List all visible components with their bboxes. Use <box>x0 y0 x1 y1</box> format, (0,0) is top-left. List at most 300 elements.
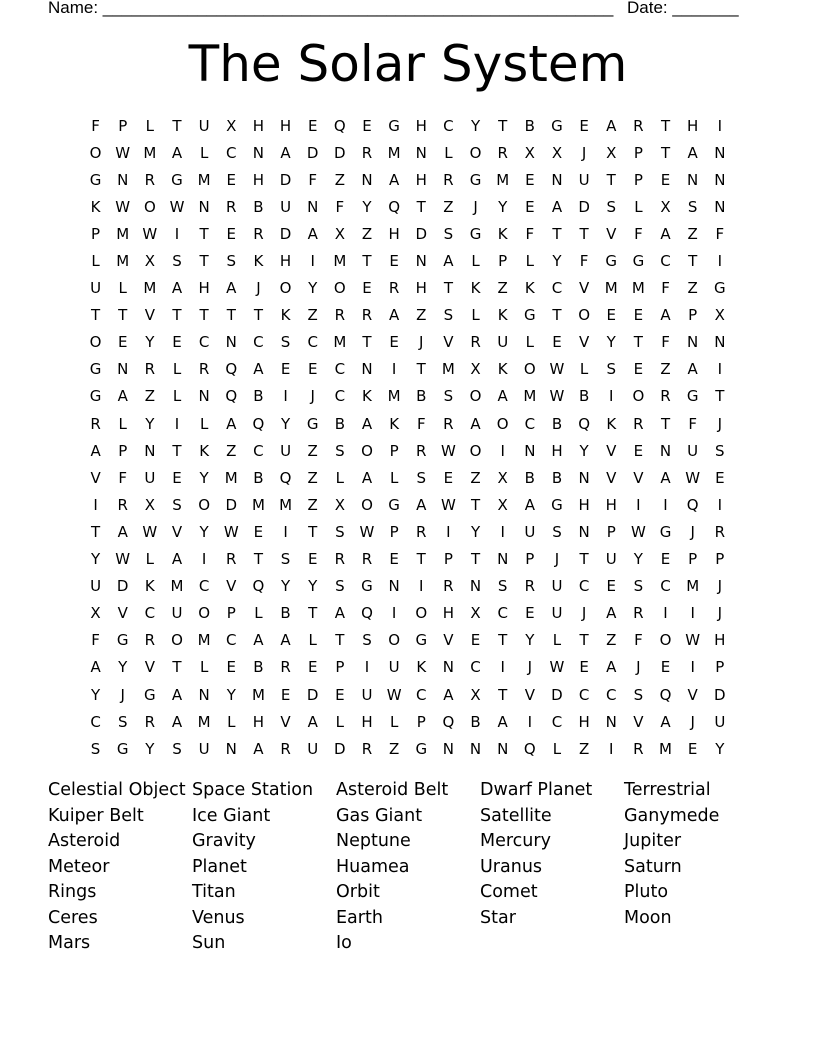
grid-letter: W <box>142 224 158 243</box>
grid-letter: V <box>633 712 644 731</box>
grid-letter: O <box>469 143 482 162</box>
grid-row <box>82 356 733 383</box>
grid-letter: C <box>578 685 590 704</box>
grid-letter: V <box>524 685 535 704</box>
grid-letter: B <box>253 197 264 216</box>
word-list-item: Celestial Object <box>48 780 186 800</box>
grid-letter: A <box>334 604 345 623</box>
grid-letter: O <box>143 197 156 216</box>
grid-letter: E <box>579 658 589 677</box>
grid-row <box>82 193 733 220</box>
grid-letter: A <box>687 360 698 379</box>
grid-letter: T <box>253 306 263 325</box>
grid-letter: X <box>470 604 481 623</box>
grid-letter: V <box>171 522 183 541</box>
grid-letter: A <box>226 279 237 298</box>
grid-letter: R <box>443 414 454 433</box>
grid-letter: R <box>714 522 726 541</box>
grid-letter: W <box>142 522 158 541</box>
grid-letter: L <box>335 468 345 487</box>
grid-letter: S <box>335 441 345 460</box>
grid-letter: B <box>416 387 427 406</box>
grid-letter: T <box>416 197 426 216</box>
grid-letter: Y <box>226 685 236 704</box>
grid-letter: R <box>416 522 427 541</box>
grid-letter: C <box>606 685 617 704</box>
grid-row <box>82 654 733 681</box>
grid-letter: Y <box>579 441 589 460</box>
word-list-item: Pluto <box>624 882 669 902</box>
word-list-item: Space Station <box>192 780 314 800</box>
grid-letter: V <box>443 333 454 352</box>
grid-letter: Z <box>361 224 373 243</box>
date-field-label: Date: _______ <box>627 0 739 17</box>
grid-letter: G <box>89 360 102 379</box>
grid-letter: F <box>661 279 670 298</box>
grid-letter: R <box>226 197 237 216</box>
word-list-item: Comet <box>480 882 538 902</box>
grid-letter: M <box>631 279 645 298</box>
word-list-item: Asteroid <box>48 831 121 851</box>
grid-letter: J <box>120 685 125 704</box>
grid-letter: Z <box>660 360 671 379</box>
grid-letter: S <box>497 577 508 596</box>
grid-letter: A <box>171 279 183 298</box>
grid-letter: T <box>118 306 128 325</box>
grid-letter: T <box>552 224 562 243</box>
grid-letter: L <box>145 550 155 569</box>
grid-letter: F <box>118 468 128 487</box>
grid-letter: U <box>605 550 617 569</box>
grid-letter: R <box>144 712 156 731</box>
grid-letter: G <box>551 495 563 514</box>
grid-letter: E <box>172 468 182 487</box>
grid-letter: U <box>280 441 292 460</box>
grid-letter: L <box>389 712 399 731</box>
grid-row <box>82 491 733 518</box>
grid-letter: C <box>416 685 427 704</box>
grid-letter: E <box>253 522 264 541</box>
grid-letter: E <box>606 306 616 325</box>
grid-letter: Y <box>715 739 725 758</box>
grid-letter: L <box>199 143 209 162</box>
grid-letter: V <box>606 441 617 460</box>
grid-letter: R <box>198 360 210 379</box>
grid-letter: L <box>118 279 127 298</box>
grid-letter: W <box>386 685 402 704</box>
grid-letter: O <box>89 143 102 162</box>
grid-row <box>82 329 733 356</box>
grid-letter: Z <box>443 197 454 216</box>
grid-letter: U <box>551 604 563 623</box>
grid-letter: K <box>389 414 400 433</box>
grid-letter: P <box>118 441 128 460</box>
grid-letter: D <box>225 495 238 514</box>
grid-row <box>82 410 733 437</box>
grid-letter: R <box>144 631 156 650</box>
word-list-item: Jupiter <box>624 831 682 851</box>
grid-letter: E <box>552 333 562 352</box>
grid-letter: P <box>226 604 236 623</box>
grid-letter: E <box>633 441 644 460</box>
word-list-item: Titan <box>192 882 236 902</box>
grid-letter: T <box>226 306 236 325</box>
word-list-item: Ice Giant <box>192 805 271 826</box>
grid-letter: X <box>144 495 155 514</box>
grid-letter: L <box>199 658 209 677</box>
grid-letter: P <box>606 522 616 541</box>
word-list-column <box>192 778 336 957</box>
grid-letter: T <box>660 414 671 433</box>
grid-letter: R <box>226 550 237 569</box>
grid-letter: U <box>714 712 726 731</box>
grid-letter: A <box>660 224 671 243</box>
grid-letter: R <box>633 739 644 758</box>
grid-letter: U <box>144 468 156 487</box>
grid-letter: E <box>470 631 481 650</box>
grid-letter: E <box>687 739 698 758</box>
grid-letter: J <box>581 604 587 623</box>
grid-letter: Q <box>361 604 373 623</box>
grid-letter: E <box>715 468 725 487</box>
grid-letter: G <box>415 739 428 758</box>
grid-letter: D <box>116 577 129 596</box>
grid-letter: E <box>307 360 318 379</box>
grid-letter: O <box>171 631 183 650</box>
grid-letter: S <box>335 522 345 541</box>
grid-letter: O <box>469 387 482 406</box>
grid-letter: Y <box>470 522 481 541</box>
grid-letter: E <box>606 577 616 596</box>
grid-letter: U <box>307 739 319 758</box>
grid-letter: L <box>579 360 589 379</box>
grid-letter: M <box>387 143 401 162</box>
grid-letter: F <box>91 116 100 135</box>
grid-letter: G <box>713 279 726 298</box>
grid-letter: G <box>469 170 482 189</box>
grid-letter: N <box>198 387 210 406</box>
grid-letter: T <box>335 631 345 650</box>
word-list-column <box>624 778 768 957</box>
grid-letter: T <box>443 279 453 298</box>
grid-letter: V <box>687 685 698 704</box>
grid-letter: H <box>361 712 373 731</box>
grid-letter: L <box>471 306 480 325</box>
grid-letter: I <box>690 658 695 677</box>
grid-letter: I <box>690 604 695 623</box>
grid-letter: B <box>253 468 264 487</box>
grid-letter: U <box>361 685 373 704</box>
grid-letter: P <box>498 252 508 271</box>
grid-letter: Q <box>578 414 590 433</box>
grid-row <box>82 546 733 573</box>
grid-letter: N <box>415 143 427 162</box>
grid-letter: M <box>251 495 265 514</box>
name-field-label: Name: ______________________________________________________ <box>48 0 614 17</box>
grid-letter: Q <box>686 495 699 514</box>
grid-letter: A <box>524 495 535 514</box>
grid-letter: J <box>690 522 695 541</box>
grid-letter: V <box>90 468 101 487</box>
grid-letter: R <box>334 306 346 325</box>
grid-letter: Z <box>307 468 318 487</box>
grid-letter: I <box>283 522 288 541</box>
grid-letter: H <box>578 712 590 731</box>
grid-letter: W <box>440 441 456 460</box>
grid-letter: R <box>334 550 346 569</box>
grid-letter: C <box>660 577 671 596</box>
grid-letter: E <box>389 252 399 271</box>
grid-letter: D <box>279 224 292 243</box>
grid-letter: C <box>253 333 264 352</box>
grid-letter: O <box>361 495 373 514</box>
word-list-column <box>48 778 192 957</box>
grid-letter: R <box>443 170 454 189</box>
grid-letter: M <box>279 495 293 514</box>
grid-letter: I <box>391 604 397 623</box>
grid-letter: M <box>251 685 265 704</box>
grid-letter: R <box>470 333 481 352</box>
grid-letter: G <box>524 306 536 325</box>
grid-letter: H <box>714 631 726 650</box>
grid-letter: A <box>307 712 318 731</box>
grid-letter: N <box>198 685 210 704</box>
grid-letter: V <box>578 333 590 352</box>
grid-letter: Y <box>145 414 155 433</box>
grid-letter: W <box>359 522 375 541</box>
grid-row <box>82 383 733 410</box>
grid-letter: L <box>471 252 480 271</box>
grid-letter: K <box>90 197 101 216</box>
grid-letter: R <box>660 387 671 406</box>
word-list-item: Moon <box>624 907 672 928</box>
grid-letter: T <box>199 252 209 271</box>
grid-letter: D <box>334 739 346 758</box>
grid-letter: F <box>715 224 725 243</box>
grid-letter: F <box>688 414 697 433</box>
grid-letter: P <box>715 658 725 677</box>
grid-letter: R <box>361 550 373 569</box>
grid-letter: F <box>634 631 643 650</box>
grid-letter: L <box>444 143 453 162</box>
grid-letter: E <box>660 658 671 677</box>
grid-letter: C <box>253 441 264 460</box>
grid-letter: C <box>443 116 454 135</box>
grid-letter: O <box>415 604 428 623</box>
word-list-item: Ganymede <box>624 805 720 826</box>
grid-letter: M <box>496 170 510 189</box>
grid-letter: K <box>144 577 155 596</box>
grid-letter: I <box>717 360 723 379</box>
grid-letter: V <box>606 224 617 243</box>
grid-letter: R <box>633 604 644 623</box>
grid-letter: G <box>306 414 319 433</box>
grid-letter: R <box>361 306 373 325</box>
grid-letter: T <box>253 550 263 569</box>
grid-row <box>82 275 733 302</box>
grid-letter: A <box>606 658 617 677</box>
word-list-item: Earth <box>336 907 383 928</box>
grid-letter: C <box>226 631 237 650</box>
grid-letter: Y <box>633 550 643 569</box>
grid-letter: E <box>525 197 535 216</box>
grid-letter: R <box>144 360 156 379</box>
grid-letter: U <box>171 604 183 623</box>
grid-letter: S <box>687 197 698 216</box>
grid-letter: M <box>333 252 347 271</box>
word-list-item: Satellite <box>480 805 552 826</box>
grid-letter: T <box>470 550 481 569</box>
grid-letter: A <box>687 143 698 162</box>
grid-letter: U <box>524 522 536 541</box>
grid-letter: F <box>416 414 426 433</box>
grid-letter: A <box>497 712 508 731</box>
word-list-item: Rings <box>48 882 97 902</box>
grid-letter: L <box>335 712 345 731</box>
grid-letter: R <box>388 279 400 298</box>
word-list-item: Planet <box>192 856 247 877</box>
grid-letter: E <box>633 306 644 325</box>
grid-letter: M <box>224 468 238 487</box>
grid-letter: Z <box>606 631 617 650</box>
grid-letter: Y <box>90 685 101 704</box>
grid-letter: R <box>361 739 373 758</box>
grid-letter: T <box>715 387 725 406</box>
grid-letter: N <box>415 252 427 271</box>
grid-row <box>82 247 733 274</box>
word-list-item: Mars <box>48 933 91 953</box>
grid-letter: G <box>659 522 672 541</box>
grid-letter: R <box>253 224 264 243</box>
grid-letter: U <box>198 116 210 135</box>
grid-letter: B <box>578 387 590 406</box>
grid-letter: L <box>634 197 643 216</box>
word-list-item: Gas Giant <box>336 805 423 826</box>
grid-row <box>82 437 733 464</box>
grid-letter: N <box>578 468 590 487</box>
grid-letter: E <box>660 550 671 569</box>
grid-letter: I <box>419 577 424 596</box>
grid-letter: V <box>633 468 644 487</box>
grid-letter: W <box>549 387 565 406</box>
grid-letter: R <box>497 143 508 162</box>
grid-letter: Z <box>226 441 237 460</box>
grid-letter: A <box>171 712 183 731</box>
word-list-item: Ceres <box>48 907 98 928</box>
grid-letter: A <box>388 306 400 325</box>
grid-letter: E <box>117 333 128 352</box>
grid-letter: C <box>524 414 536 433</box>
grid-letter: O <box>496 414 509 433</box>
grid-letter: A <box>253 631 264 650</box>
word-list-item: Io <box>336 933 352 953</box>
grid-letter: E <box>525 604 535 623</box>
grid-letter: N <box>388 577 400 596</box>
grid-letter: N <box>714 333 726 352</box>
grid-letter: H <box>687 116 699 135</box>
grid-letter: V <box>117 604 128 623</box>
grid-letter: J <box>690 712 695 731</box>
grid-letter: A <box>660 712 671 731</box>
grid-letter: X <box>606 143 617 162</box>
grid-letter: C <box>334 387 346 406</box>
grid-letter: H <box>388 224 400 243</box>
word-search-grid <box>82 112 733 762</box>
grid-letter: I <box>717 252 723 271</box>
grid-letter: C <box>198 577 210 596</box>
grid-letter: J <box>717 577 723 596</box>
grid-letter: T <box>308 522 318 541</box>
grid-letter: A <box>361 414 373 433</box>
grid-letter: Q <box>333 116 346 135</box>
grid-letter: U <box>90 577 102 596</box>
grid-letter: M <box>197 631 211 650</box>
word-list-column <box>480 778 624 957</box>
grid-letter: K <box>416 658 427 677</box>
grid-letter: L <box>91 252 100 271</box>
grid-letter: U <box>578 170 590 189</box>
word-list-item: Star <box>480 907 516 928</box>
grid-letter: A <box>117 522 128 541</box>
grid-letter: Y <box>280 577 291 596</box>
grid-letter: E <box>335 685 345 704</box>
grid-letter: R <box>443 577 454 596</box>
grid-letter: T <box>498 631 508 650</box>
grid-letter: K <box>199 441 210 460</box>
grid-letter: T <box>416 550 426 569</box>
grid-letter: U <box>198 739 210 758</box>
grid-letter: F <box>91 631 100 650</box>
grid-letter: X <box>226 116 237 135</box>
grid-letter: I <box>201 550 207 569</box>
grid-letter: X <box>497 468 508 487</box>
grid-letter: G <box>551 116 563 135</box>
grid-letter: T <box>633 333 643 352</box>
grid-letter: F <box>308 170 318 189</box>
grid-letter: K <box>470 279 481 298</box>
grid-letter: K <box>524 279 535 298</box>
word-list-item: Uranus <box>480 856 543 877</box>
grid-letter: Q <box>225 360 238 379</box>
grid-letter: G <box>632 252 645 271</box>
grid-letter: G <box>686 387 699 406</box>
grid-letter: H <box>252 712 265 731</box>
grid-letter: A <box>280 631 291 650</box>
grid-letter: I <box>717 495 723 514</box>
grid-letter: C <box>226 143 237 162</box>
grid-letter: A <box>606 116 617 135</box>
grid-letter: Y <box>362 197 372 216</box>
grid-letter: A <box>551 197 563 216</box>
grid-letter: O <box>632 387 645 406</box>
grid-letter: G <box>605 252 618 271</box>
grid-letter: R <box>117 495 128 514</box>
grid-letter: S <box>280 550 291 569</box>
grid-letter: H <box>578 495 590 514</box>
grid-letter: E <box>307 658 318 677</box>
grid-letter: E <box>280 685 291 704</box>
grid-letter: D <box>306 685 319 704</box>
grid-letter: T <box>90 306 101 325</box>
grid-row <box>82 627 733 654</box>
grid-letter: F <box>634 224 643 243</box>
grid-letter: N <box>469 739 482 758</box>
grid-letter: E <box>443 468 454 487</box>
grid-letter: X <box>551 143 563 162</box>
grid-letter: O <box>469 441 482 460</box>
grid-letter: T <box>172 441 182 460</box>
grid-letter: E <box>579 116 589 135</box>
